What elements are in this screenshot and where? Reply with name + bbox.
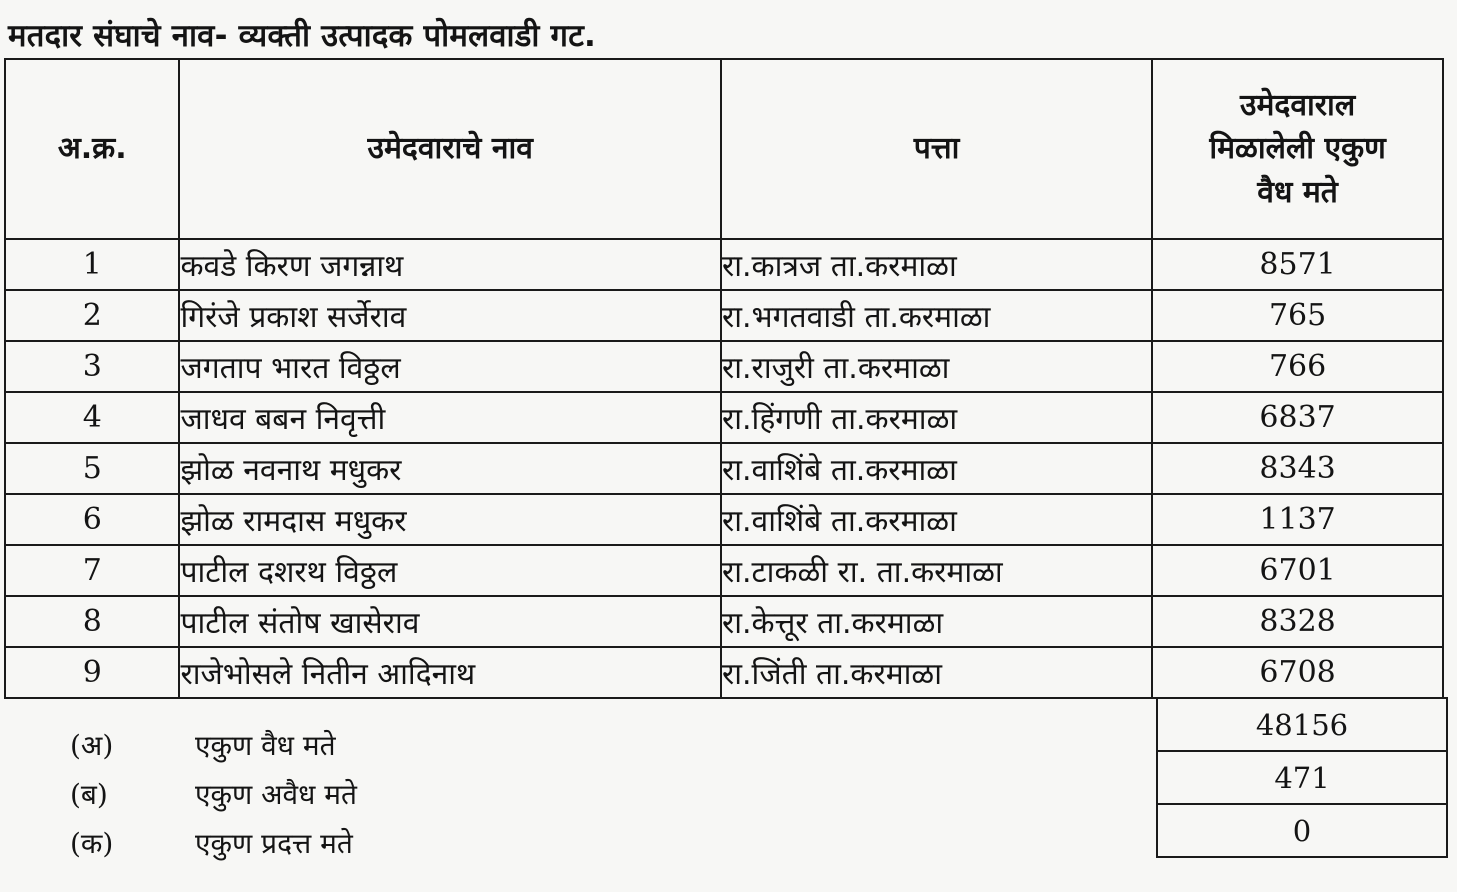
table-row bbox=[5, 239, 1443, 290]
table-header-row bbox=[5, 59, 1443, 239]
cell-address: रा.भगतवाडी ता.करमाळा bbox=[721, 290, 1152, 341]
table-row bbox=[5, 341, 1443, 392]
cell-name: पाटील दशरथ विठ्ठल bbox=[179, 545, 721, 596]
header-votes-line3: वैध मते bbox=[1257, 174, 1338, 210]
cell-votes: 765 bbox=[1152, 290, 1443, 341]
cell-address: रा.वाशिंबे ता.करमाळा bbox=[721, 443, 1152, 494]
totals-row bbox=[1157, 751, 1447, 804]
cell-serial: 7 bbox=[5, 545, 179, 596]
candidates-table bbox=[4, 58, 1444, 699]
table-row bbox=[5, 392, 1443, 443]
cell-votes: 6837 bbox=[1152, 392, 1443, 443]
summary-mark: (ब) bbox=[70, 777, 108, 811]
cell-serial: 8 bbox=[5, 596, 179, 647]
table-row bbox=[5, 647, 1443, 698]
table-row bbox=[5, 290, 1443, 341]
table-row bbox=[5, 443, 1443, 494]
totals-table bbox=[1156, 697, 1448, 858]
cell-name: कवडे किरण जगन्नाथ bbox=[179, 239, 721, 290]
summary-label: एकुण प्रदत्त मते bbox=[195, 826, 353, 860]
cell-votes: 6701 bbox=[1152, 545, 1443, 596]
cell-name: झोळ रामदास मधुकर bbox=[179, 494, 721, 545]
header-votes-line1: उमेदवाराल bbox=[1240, 87, 1356, 123]
cell-address: रा.राजुरी ता.करमाळा bbox=[721, 341, 1152, 392]
total-invalid-votes: 471 bbox=[1157, 751, 1447, 804]
cell-votes: 1137 bbox=[1152, 494, 1443, 545]
cell-address: रा.कात्रज ता.करमाळा bbox=[721, 239, 1152, 290]
summary-row bbox=[70, 818, 357, 867]
cell-serial: 6 bbox=[5, 494, 179, 545]
total-tendered-votes: 0 bbox=[1157, 804, 1447, 857]
header-serial: अ.क्र. bbox=[5, 59, 179, 239]
table-row bbox=[5, 545, 1443, 596]
cell-name: जाधव बबन निवृत्ती bbox=[179, 392, 721, 443]
cell-serial: 9 bbox=[5, 647, 179, 698]
cell-votes: 766 bbox=[1152, 341, 1443, 392]
cell-votes: 8343 bbox=[1152, 443, 1443, 494]
cell-address: रा.केत्तूर ता.करमाळा bbox=[721, 596, 1152, 647]
cell-name: गिरंजे प्रकाश सर्जेराव bbox=[179, 290, 721, 341]
cell-votes: 6708 bbox=[1152, 647, 1443, 698]
cell-votes: 8328 bbox=[1152, 596, 1443, 647]
table-row bbox=[5, 494, 1443, 545]
cell-serial: 5 bbox=[5, 443, 179, 494]
cell-serial: 2 bbox=[5, 290, 179, 341]
header-address: पत्ता bbox=[721, 59, 1152, 239]
summary-row bbox=[70, 769, 357, 818]
cell-name: राजेभोसले नितीन आदिनाथ bbox=[179, 647, 721, 698]
cell-serial: 3 bbox=[5, 341, 179, 392]
cell-address: रा.हिंगणी ता.करमाळा bbox=[721, 392, 1152, 443]
summary-row bbox=[70, 720, 357, 769]
summary-labels bbox=[70, 720, 357, 867]
cell-address: रा.जिंती ता.करमाळा bbox=[721, 647, 1152, 698]
totals-row bbox=[1157, 804, 1447, 857]
header-votes-line2: मिळालेली एकुण bbox=[1209, 131, 1386, 167]
cell-serial: 4 bbox=[5, 392, 179, 443]
header-votes bbox=[1152, 59, 1443, 239]
cell-address: रा.टाकळी रा. ता.करमाळा bbox=[721, 545, 1152, 596]
summary-mark: (क) bbox=[70, 826, 114, 860]
header-name: उमेदवाराचे नाव bbox=[179, 59, 721, 239]
summary-label: एकुण अवैध मते bbox=[195, 777, 357, 811]
cell-name: पाटील संतोष खासेराव bbox=[179, 596, 721, 647]
summary-label: एकुण वैध मते bbox=[195, 728, 336, 762]
summary-mark: (अ) bbox=[70, 728, 114, 762]
cell-address: रा.वाशिंबे ता.करमाळा bbox=[721, 494, 1152, 545]
table-row bbox=[5, 596, 1443, 647]
cell-name: जगताप भारत विठ्ठल bbox=[179, 341, 721, 392]
totals-row bbox=[1157, 698, 1447, 751]
cell-votes: 8571 bbox=[1152, 239, 1443, 290]
cell-name: झोळ नवनाथ मधुकर bbox=[179, 443, 721, 494]
total-valid-votes: 48156 bbox=[1157, 698, 1447, 751]
cell-serial: 1 bbox=[5, 239, 179, 290]
page-title: मतदार संघाचे नाव- व्यक्ती उत्पादक पोमलवाडी गट. bbox=[8, 18, 597, 54]
